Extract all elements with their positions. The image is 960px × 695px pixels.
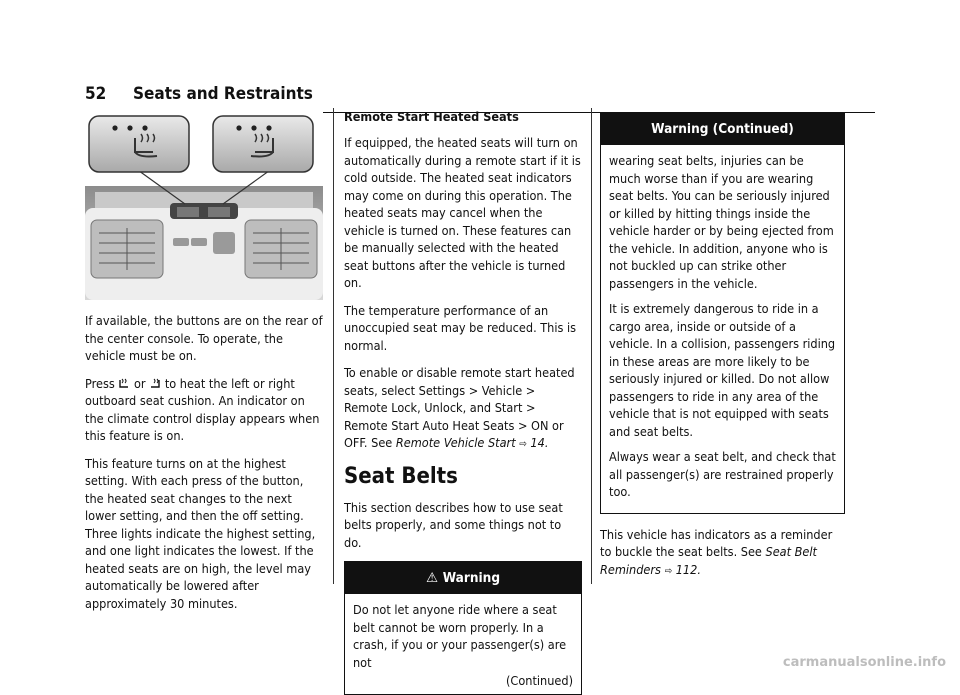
heated-seat-button-right (213, 116, 313, 172)
section-heading-seat-belts: Seat Belts (344, 463, 458, 489)
column-middle (344, 108, 582, 695)
column-left (85, 108, 323, 622)
warning-paragraph-2: It is extremely dangerous to ride in a cargo area, inside or outside of a vehicle. In a collision, passengers riding in these areas are more likely to be seriously injured or killed. Do not allow passengers to ride in any area of the vehicle that is not equipped with seats and seat belts. (609, 301, 836, 439)
warning-paragraph-1: wearing seat belts, injuries can be much worse than if you are wearing seat belts. You can be seriously injured or killed by hitting things inside the vehicle harder or by being ejected from the vehicle. In addition, anyone who is not buckled up can strike other passengers in the vehicle. (609, 153, 834, 291)
warning-header (345, 562, 581, 594)
page-number: 52 (85, 84, 107, 104)
warning-paragraph-3: Always wear a seat belt, and check that all passenger(s) are restrained properly too. (609, 449, 836, 499)
heated-seat-button-left (89, 116, 189, 172)
column-divider (591, 108, 592, 584)
reference-arrow-icon: ⇨ (664, 565, 673, 577)
warning-continued-title: Warning (Continued) (601, 113, 844, 145)
heated-seat-left-icon (118, 377, 130, 390)
rear-console-photo (85, 108, 323, 300)
warning-text: Do not let anyone ride where a seat belt cannot be worn properly. In a crash, if you or your passenger(s) are not (353, 602, 567, 670)
warning-triangle-icon: ⚠ (425, 570, 439, 586)
reference-arrow-icon: ⇨ (519, 439, 527, 450)
warning-title: Warning (442, 570, 501, 586)
warning-box-continued (600, 112, 845, 514)
link-seat-belt-reminders[interactable]: Seat Belt Reminders (600, 544, 817, 577)
paragraph-seat-belts: This section describes how to use seat belts properly, and some things not to do. (344, 499, 563, 550)
continued-label: (Continued) (506, 673, 573, 688)
paragraph-press: Press or to heat the left or right outboard seat cushion. An indicator on the climate control display appears when this feature is on. (85, 375, 320, 443)
page-reference: 14 (530, 435, 545, 450)
paragraph-settings: This feature turns on at the highest setting. With each press of the button, the heated seat changes to the next lower setting, and then the off setting. Three lights indicate the highest setting, and one light indicates the lowest. If the heated seats are on high, the level may automatically be lowered after approximately 30 minutes. (85, 455, 316, 611)
column-right (600, 108, 845, 590)
paragraph-temperature: The temperature performance of an unoccupied seat may be reduced. This is normal. (344, 302, 577, 353)
paragraph-reminders: This vehicle has indicators as a reminder to buckle the seat belts. See Seat Belt Reminders ⇨ 112. (600, 526, 833, 577)
page-reference: 112. (675, 561, 701, 577)
paragraph-intro: If available, the buttons are on the rear of the center console. To operate, the vehicle must be on. (85, 313, 323, 363)
section-title: Seats and Restraints (133, 84, 313, 104)
paragraph-enable: To enable or disable remote start heated seats, select Settings > Vehicle > Remote Lock, Unlock, and Start > Remote Start Auto Heat Seats > ON or OFF. See Remote Vehicle Start ⇨ 14. (344, 365, 575, 450)
warning-box (344, 561, 582, 695)
heated-seat-right-icon (149, 377, 161, 390)
watermark: carmanualsonline.info (782, 655, 946, 670)
subheading-remote-start: Remote Start Heated Seats (344, 109, 519, 124)
column-divider (333, 108, 334, 584)
link-remote-vehicle-start[interactable]: Remote Vehicle Start (395, 435, 516, 450)
paragraph-remote-start: If equipped, the heated seats will turn on automatically during a remote start if it is cold outside. The heated seat indicators may come on during this operation. The heated seats may cancel when the vehicle is turned on. These features can be manually selected with the heated seat buttons after the vehicle is turned on. (344, 135, 581, 290)
